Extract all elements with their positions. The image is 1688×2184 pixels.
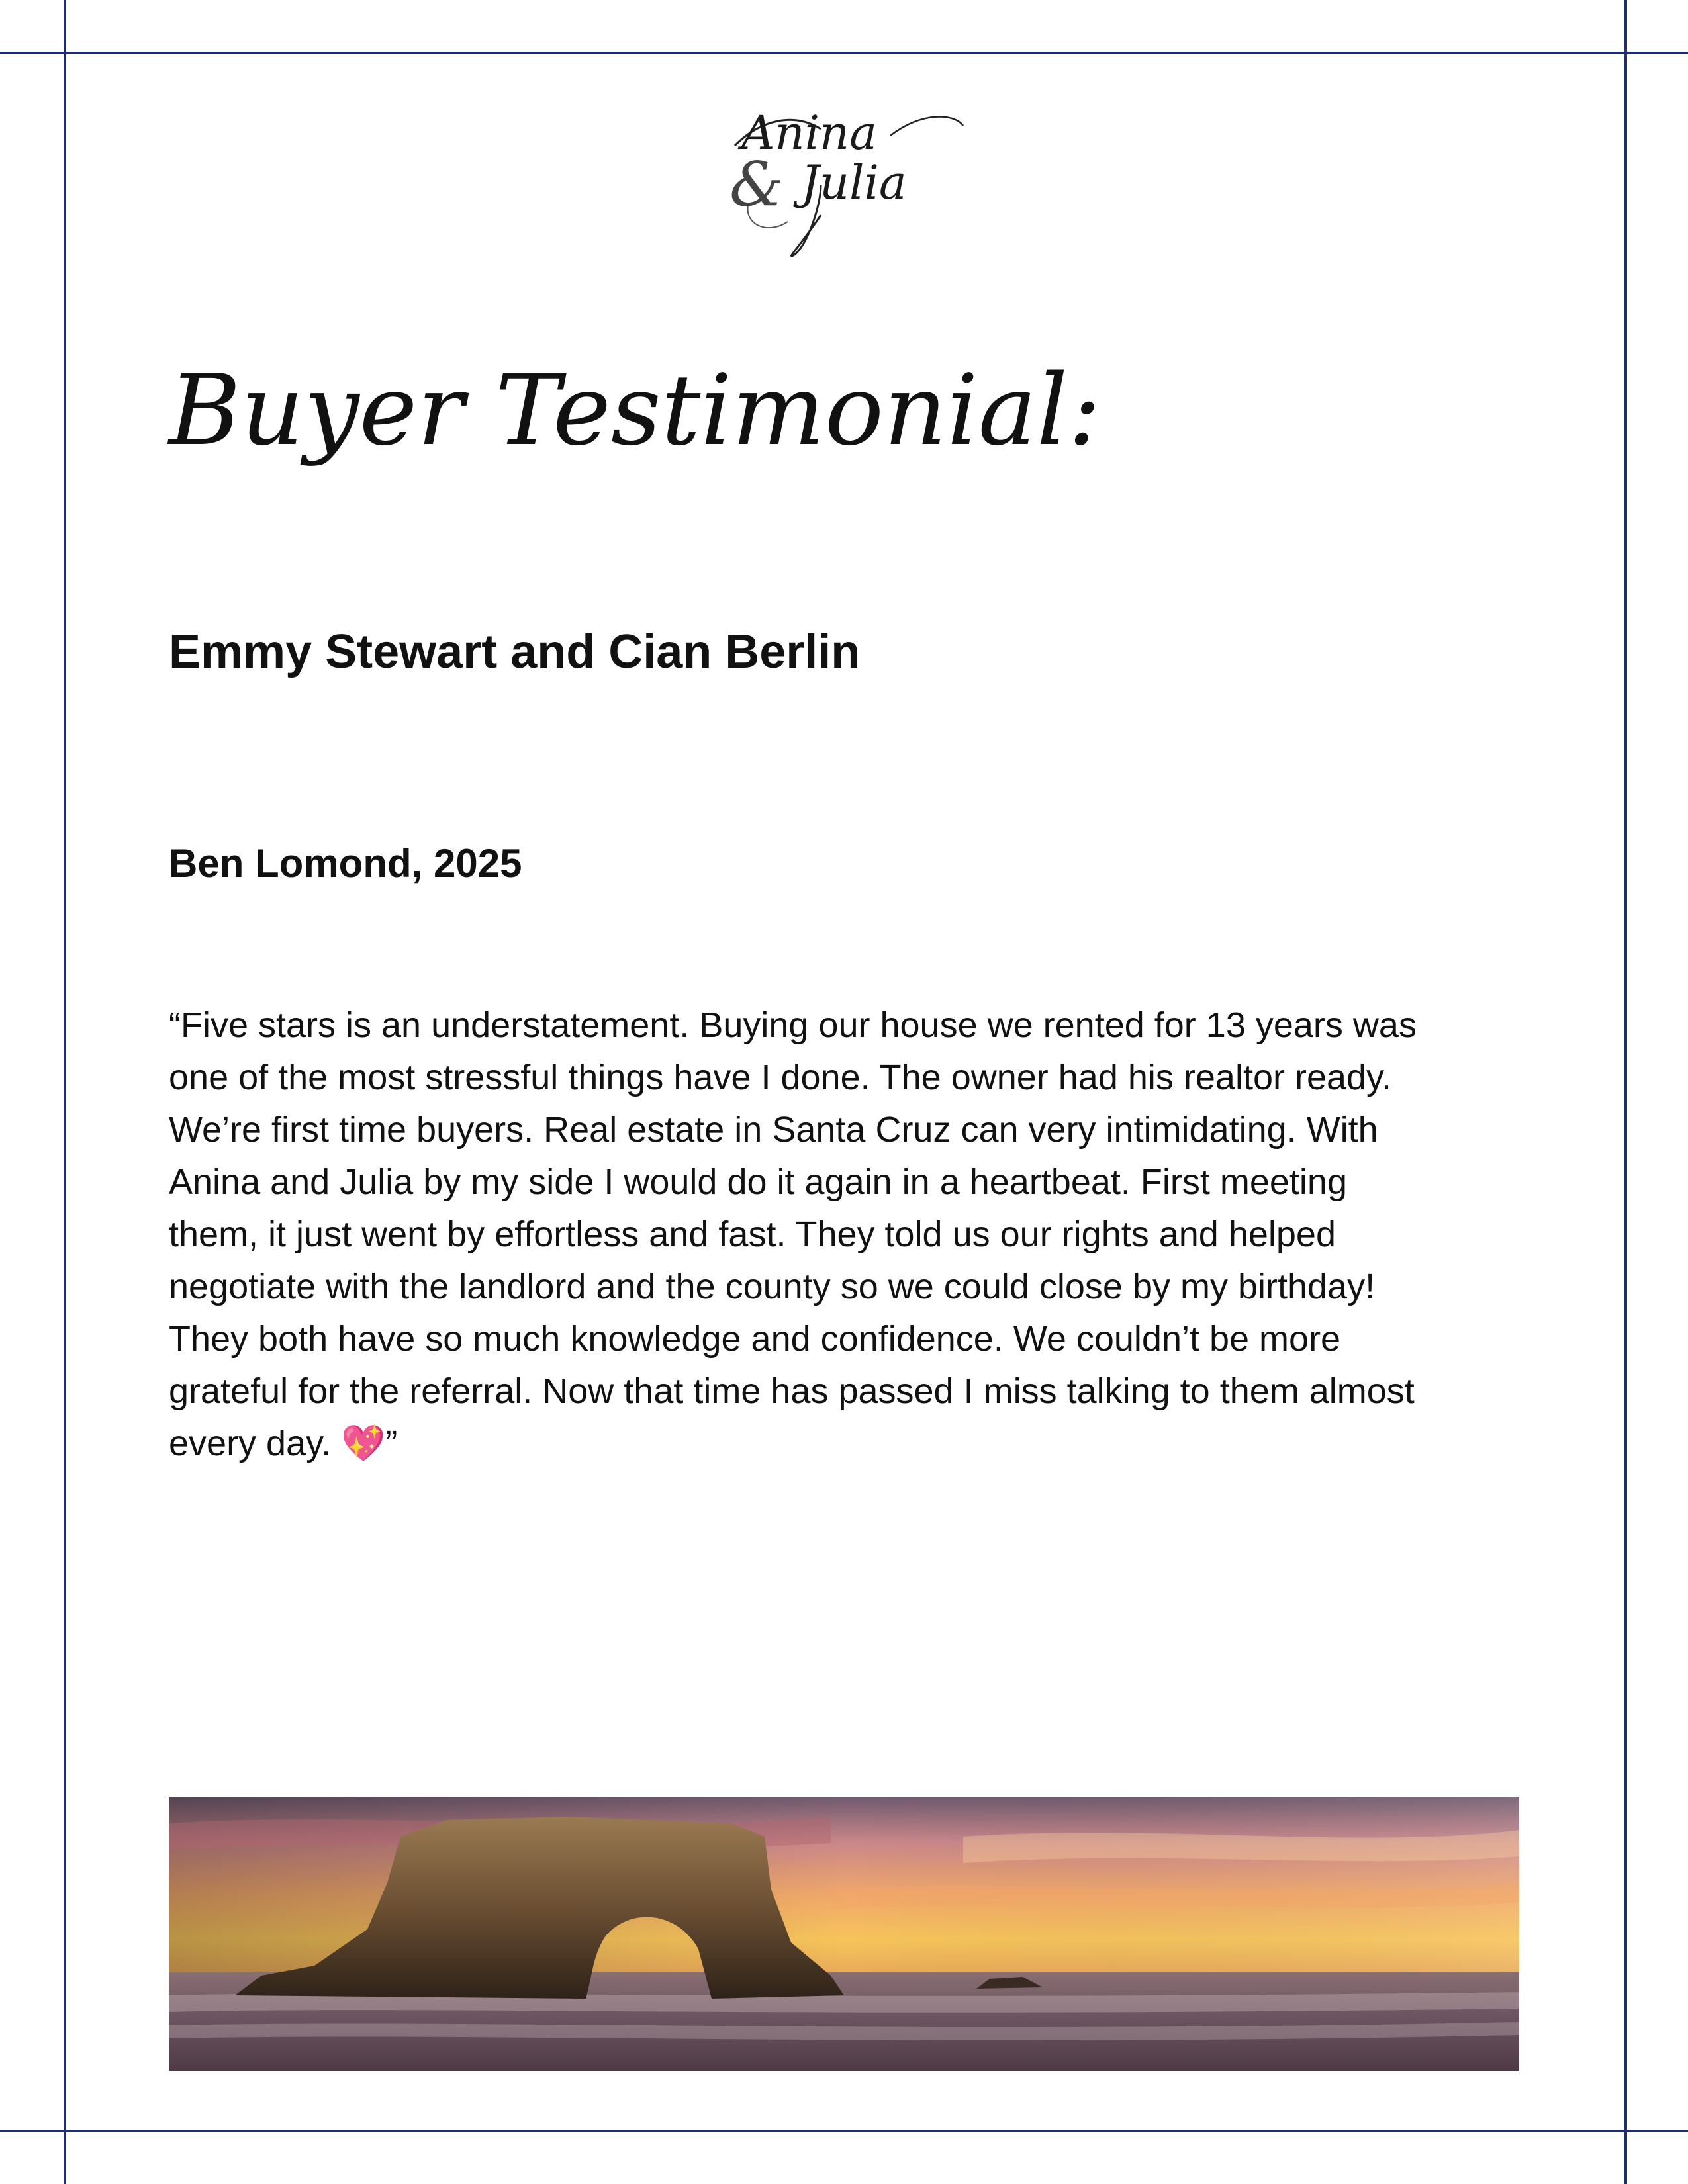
frame-line-top <box>0 52 1688 54</box>
client-names: Emmy Stewart and Cian Berlin <box>169 625 861 678</box>
frame-line-right <box>1624 0 1627 2184</box>
sunset-sea-arch-icon <box>169 1797 1519 2071</box>
quote-line: We’re first time buyers. Real estate in Santa Cruz can very intimidating. With <box>169 1110 1378 1150</box>
frame-line-left <box>64 0 66 2184</box>
quote-line: one of the most stressful things have I done. The owner had his realtor ready. <box>169 1058 1392 1097</box>
quote-line: every day. 💖” <box>169 1424 398 1463</box>
logo-ampersand: & <box>729 149 784 220</box>
frame-line-bottom <box>0 2130 1688 2132</box>
page-title: Buyer Testimonial: <box>169 353 1102 467</box>
quote-line: They both have so much knowledge and confidence. We couldn’t be more <box>169 1319 1341 1359</box>
quote-line: grateful for the referral. Now that time has passed I miss talking to them almost <box>169 1371 1415 1411</box>
sunset-banner-image <box>169 1797 1519 2071</box>
quote-line: Anina and Julia by my side I would do it again in a heartbeat. First meeting <box>169 1162 1347 1202</box>
location-year: Ben Lomond, 2025 <box>169 841 522 886</box>
testimonial-quote <box>169 999 1526 1470</box>
logo-text-julia: Julia <box>801 156 907 210</box>
quote-line: “Five stars is an understatement. Buying our house we rented for 13 years was <box>169 1005 1417 1045</box>
quote-line: them, it just went by effortless and fast. They told us our rights and helped <box>169 1214 1336 1254</box>
quote-line: negotiate with the landlord and the county so we could close by my birthday! <box>169 1267 1376 1306</box>
anina-julia-logo <box>722 73 973 265</box>
logo-text-anina: Anina <box>741 106 877 160</box>
